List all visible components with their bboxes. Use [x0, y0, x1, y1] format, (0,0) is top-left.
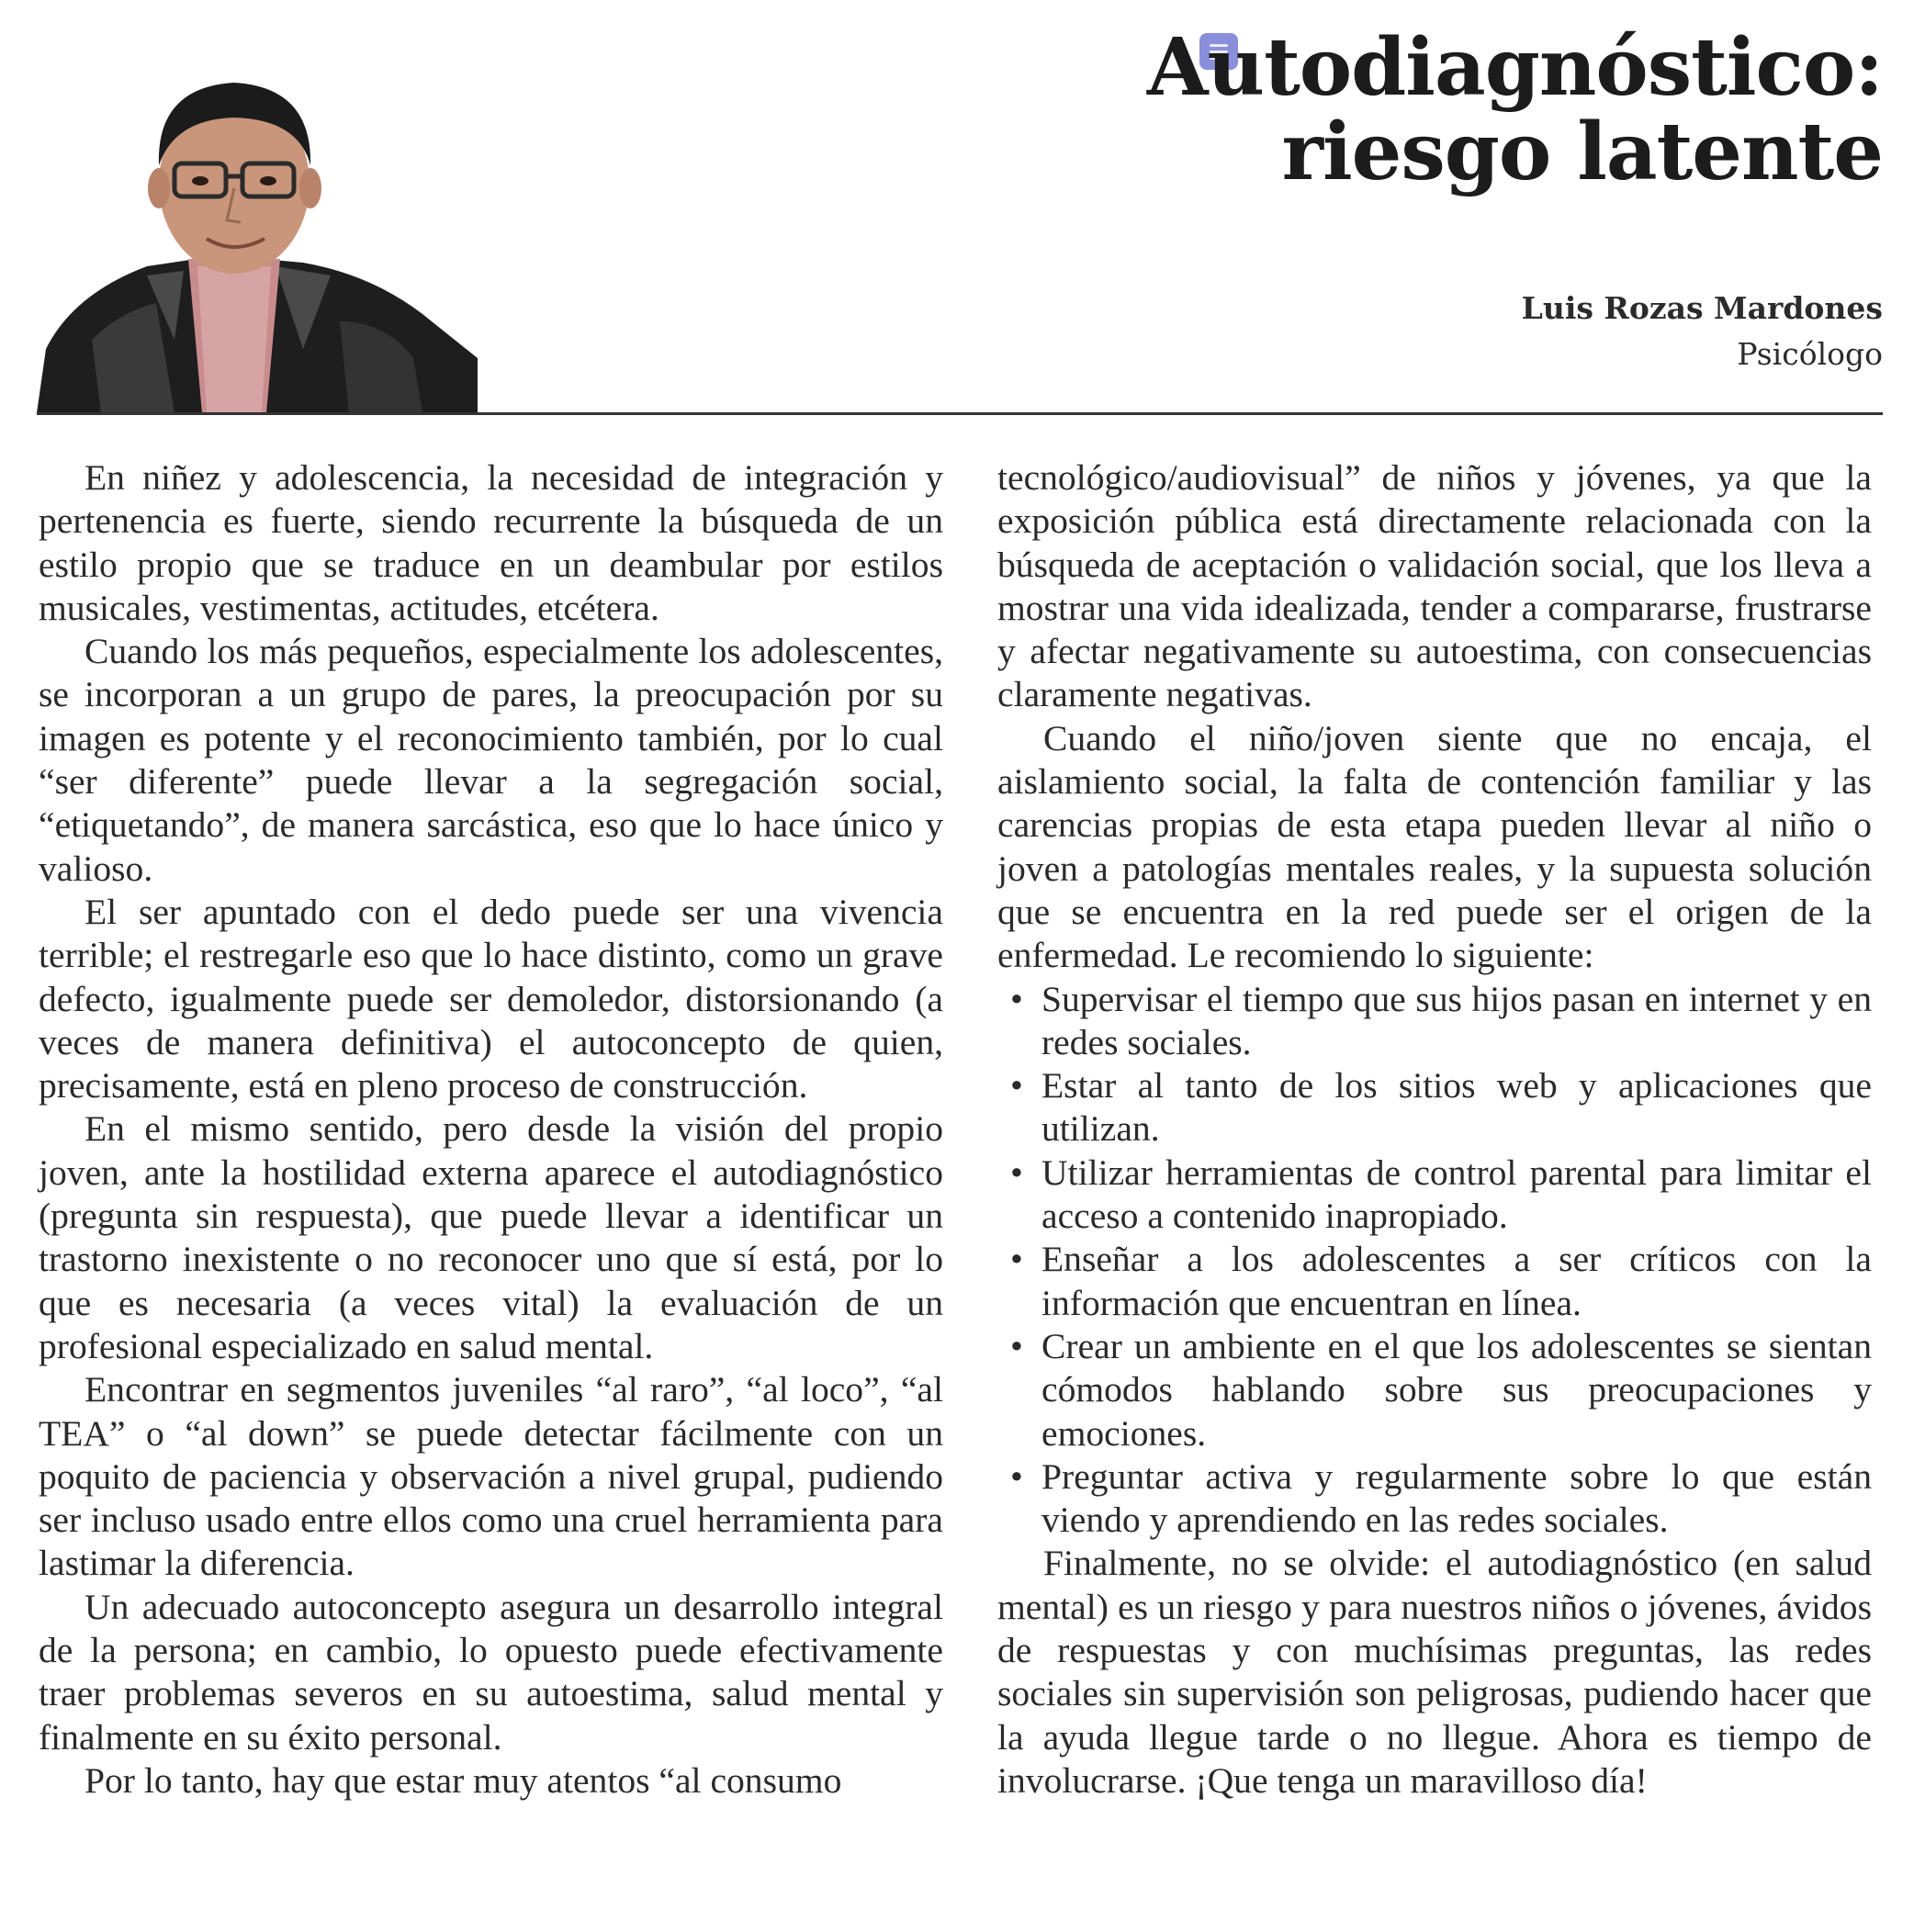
paragraph: El ser apuntado con el dedo puede ser una vivencia terrible; el restregarle eso que lo hace distinto, como un grave defecto, igualmente puede ser demoledor, distorsionando (a veces de manera definitiva) el autoconcepto de quien, precisamente, está en pleno proceso de construcción.	[39, 891, 943, 1106]
bullet: •	[1010, 1151, 1023, 1193]
paragraph: Encontrar en segmentos juveniles “al raro”, “al loco”, “al TEA” o “al down” se puede detectar fácilmente con un poquito de paciencia y observación a nivel grupal, pudiendo ser incluso usado entre ellos como una cruel herramienta para lastimar la diferencia.	[39, 1369, 943, 1584]
bullet: •	[1010, 1065, 1023, 1106]
list-item-text: Utilizar herramientas de control parental para limitar el acceso a contenido inapropiado.	[1041, 1151, 1872, 1237]
list-item	[997, 1325, 1872, 1455]
bullet: •	[1010, 1455, 1023, 1497]
author-photo-illustration	[37, 46, 478, 413]
list-item	[997, 1151, 1872, 1239]
paragraph: En el mismo sentido, pero desde la visión del propio joven, ante la hostilidad externa aparece el autodiagnóstico (pregunta sin respuesta), que puede llevar a identificar un trastorno inexistente o no reconocer uno que sí está, por lo que es necesaria (a veces vital) la evaluación de un profesional especializado en salud mental.	[39, 1108, 943, 1366]
author-photo	[37, 46, 478, 413]
paragraph-closing: Finalmente, no se olvide: el autodiagnóstico (en salud mental) es un riesgo y para nuestros niños o jóvenes, ávidos de respuestas y con muchísimas preguntas, las redes sociales sin supervisión son peligrosas, pudiendo hacer que la ayuda llegue tarde o no llegue. Ahora es tiempo de involucrarse. ¡Que tenga un maravilloso día!	[997, 1543, 1872, 1801]
list-item-text: Preguntar activa y regularmente sobre lo que están viendo y aprendiendo en las redes sociales.	[1041, 1455, 1872, 1541]
paragraph: Cuando el niño/joven siente que no encaja, el aislamiento social, la falta de contención familiar y las carencias propias de esta etapa pueden llevar al niño o joven a patologías mentales reales, y la supuesta solución que se encuentra en la red puede ser el origen de la enfermedad. Le recomiendo lo siguiente:	[997, 717, 1872, 976]
bullet: •	[1010, 978, 1023, 1019]
author-name: Luis Rozas Mardones	[1521, 290, 1883, 326]
list-item-text: Estar al tanto de los sitios web y aplicaciones que utilizan.	[1041, 1065, 1872, 1150]
headline	[1056, 21, 1883, 198]
list-item-text: Crear un ambiente en el que los adolescentes se sientan cómodos hablando sobre sus preocupaciones y emociones.	[1041, 1325, 1872, 1454]
list-item-text: Supervisar el tiempo que sus hijos pasan en internet y en redes sociales.	[1041, 978, 1872, 1062]
headline-line-2: riesgo latente	[1281, 106, 1883, 198]
list-item	[997, 978, 1872, 1065]
paragraph: En niñez y adolescencia, la necesidad de integración y pertenencia es fuerte, siendo recurrente la búsqueda de un estilo propio que se traduce en un deambular por estilos musicales, vestimentas, actitudes, etcétera.	[39, 457, 943, 628]
list-item	[997, 1064, 1872, 1151]
bullet: •	[1010, 1239, 1023, 1280]
paragraph-continuation: tecnológico/audiovisual” de niños y jóvenes, ya que la exposición pública está directamente relacionada con la búsqueda de aceptación o validación social, que los lleva a mostrar una vida idealizada, tender a compararse, frustrarse y afectar negativamente su autoestima, con consecuencias claramente negativas.	[997, 457, 1872, 715]
list-item	[997, 1455, 1872, 1543]
paragraph: Cuando los más pequeños, especialmente los adolescentes, se incorporan a un grupo de pares, la preocupación por su imagen es potente y el reconocimiento también, por lo cual “ser diferente” puede llevar a la segregación social, “etiquetando”, de manera sarcástica, eso que lo hace único y valioso.	[39, 631, 943, 889]
left-column	[39, 456, 943, 1803]
paragraph: Un adecuado autoconcepto asegura un desarrollo integral de la persona; en cambio, lo opuesto puede efectivamente traer problemas severos en su autoestima, salud mental y finalmente en su éxito personal.	[39, 1586, 943, 1758]
list-item	[997, 1238, 1872, 1325]
author-role: Psicólogo	[1737, 336, 1883, 372]
paragraph: Por lo tanto, hay que estar muy atentos “al consumo	[84, 1759, 842, 1801]
recommendation-list	[997, 978, 1872, 1543]
headline-line-1: Autodiagnóstico:	[1146, 21, 1883, 114]
list-item-text: Enseñar a los adolescentes a ser críticos con la información que encuentran en línea.	[1041, 1239, 1872, 1323]
bullet: •	[1010, 1325, 1023, 1366]
header-divider	[37, 412, 1883, 415]
right-column	[997, 456, 1872, 1803]
